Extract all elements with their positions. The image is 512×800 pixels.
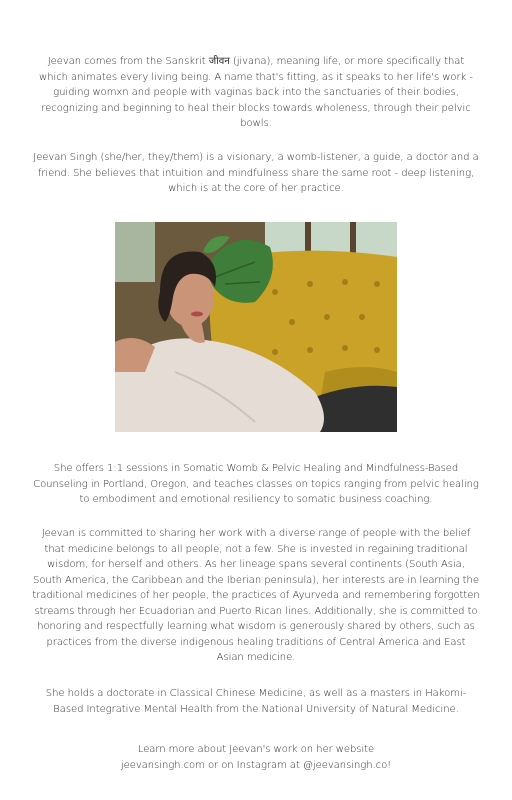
about-paragraph: Jeevan Singh (she/her, they/them) is a visionary, a womb-listener, a guide, a doctor and a friend. She believes that intuition and mindfulness share the same root - deep listening, which is at the core of her practice.: [33, 152, 479, 194]
contact-line-1: Learn more about Jeevan's work on her website: [137, 744, 375, 755]
intro-paragraph: Jeevan comes from the Sanskrit जीवन (jivana), meaning life, or more specifically that which animates every living being. A name that's fitting, as it speaks to her life's work - guiding womxn and people with vaginas back into the sanctuaries of their bodies, recognizing and beginning to heal their blocks towards wholeness, through their pelvic bowls.: [39, 56, 473, 129]
contact-line-2: jeevansingh.com or on Instagram at @jeevansingh.co!: [120, 759, 392, 771]
lineage-paragraph: Jeevan is committed to sharing her work with a diverse range of people with the belief that medicine belongs to all people, not a few. She is invested in regaining traditional wisdom, for herself and others. As her lineage spans several continents (South Asia, South America, the Caribbean and the Iberian peninsula), her interests are in learning the traditional medicines of her people, the practices of Ayurveda and remembering forgotten streams through her Ecuadorian and Puerto Rican lines. Additionally, she is committed to honoring and respectfully learning what wisdom is generously shared by others, such as practices from the diverse indigenous healing traditions of Central America and East Asian medicine.: [32, 528, 480, 663]
services-paragraph: She offers 1:1 sessions in Somatic Womb & Pelvic Healing and Mindfulness-Based Counseling in Portland, Oregon, and teaches classes on topics ranging from pelvic healing to embodiment and emotional resiliency to somatic business coaching.: [33, 463, 479, 505]
portrait-photo: [115, 222, 397, 432]
contact-paragraph: [32, 742, 480, 773]
education-paragraph: She holds a doctorate in Classical Chinese Medicine, as well as a masters in Hakomi-Based Integrative Mental Health from the National University of Natural Medicine.: [45, 688, 467, 715]
